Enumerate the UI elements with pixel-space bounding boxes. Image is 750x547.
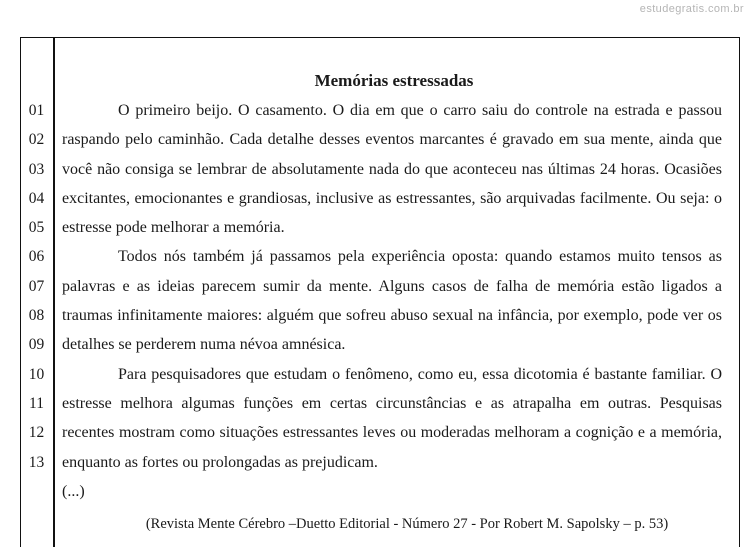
line-number: 04 — [28, 189, 45, 207]
line-number: 10 — [28, 365, 45, 383]
line-number: 06 — [28, 248, 45, 266]
line-number: 09 — [28, 336, 45, 354]
gutter-divider — [53, 37, 55, 547]
text-title: Memórias estressadas — [314, 71, 474, 90]
site-watermark: estudegratis.com.br — [639, 3, 744, 15]
line-number: 11 — [29, 394, 44, 412]
ellipsis-marker: (...) — [62, 482, 85, 500]
paragraph-3: Para pesquisadores que estudam o fenômeno, como eu, essa dicotomia é bastante familiar. O estresse melhora algumas funções em certas circunstâncias e as atrapalha em outras. Pesquisas recentes mostram como situações estressantes leves ou moderadas melhoram a cognição e a memória, enquanto as fortes ou prolongadas as prejudicam. — [62, 365, 722, 471]
line-number: 05 — [28, 219, 45, 237]
source-citation: (Revista Mente Cérebro –Duetto Editorial - Número 27 - Por Robert M. Sapolsky – p. 53) — [145, 516, 669, 533]
line-number: 12 — [28, 424, 45, 442]
line-number: 08 — [28, 307, 45, 325]
line-number: 07 — [28, 277, 45, 295]
paragraph-2: Todos nós também já passamos pela experiência oposta: quando estamos muito tensos as palavras e as ideias parecem sumir da mente. Alguns casos de falha de memória estão ligados a traumas infinitamente maiores: alguém que sofreu abuso sexual na infância, por exemplo, pode ver os detalhes se perderem numa névoa amnésica. — [62, 248, 722, 354]
line-number: 02 — [28, 131, 45, 149]
line-number: 03 — [28, 160, 45, 178]
paragraph-1: O primeiro beijo. O casamento. O dia em que o carro saiu do controle na estrada e passou raspando pelo caminhão. Cada detalhe desses eventos marcantes é gravado em sua mente, ainda que você não consiga se lembrar de absolutamente nada do que aconteceu nas últimas 24 horas. Ocasiões excitantes, emocionantes e grandiosas, inclusive as estressantes, são arquivadas facilmente. Ou seja: o estresse pode melhorar a memória. — [62, 102, 722, 237]
line-number: 01 — [28, 102, 45, 119]
text-body — [62, 66, 722, 534]
line-number-column — [20, 96, 53, 477]
line-number: 13 — [28, 453, 45, 471]
